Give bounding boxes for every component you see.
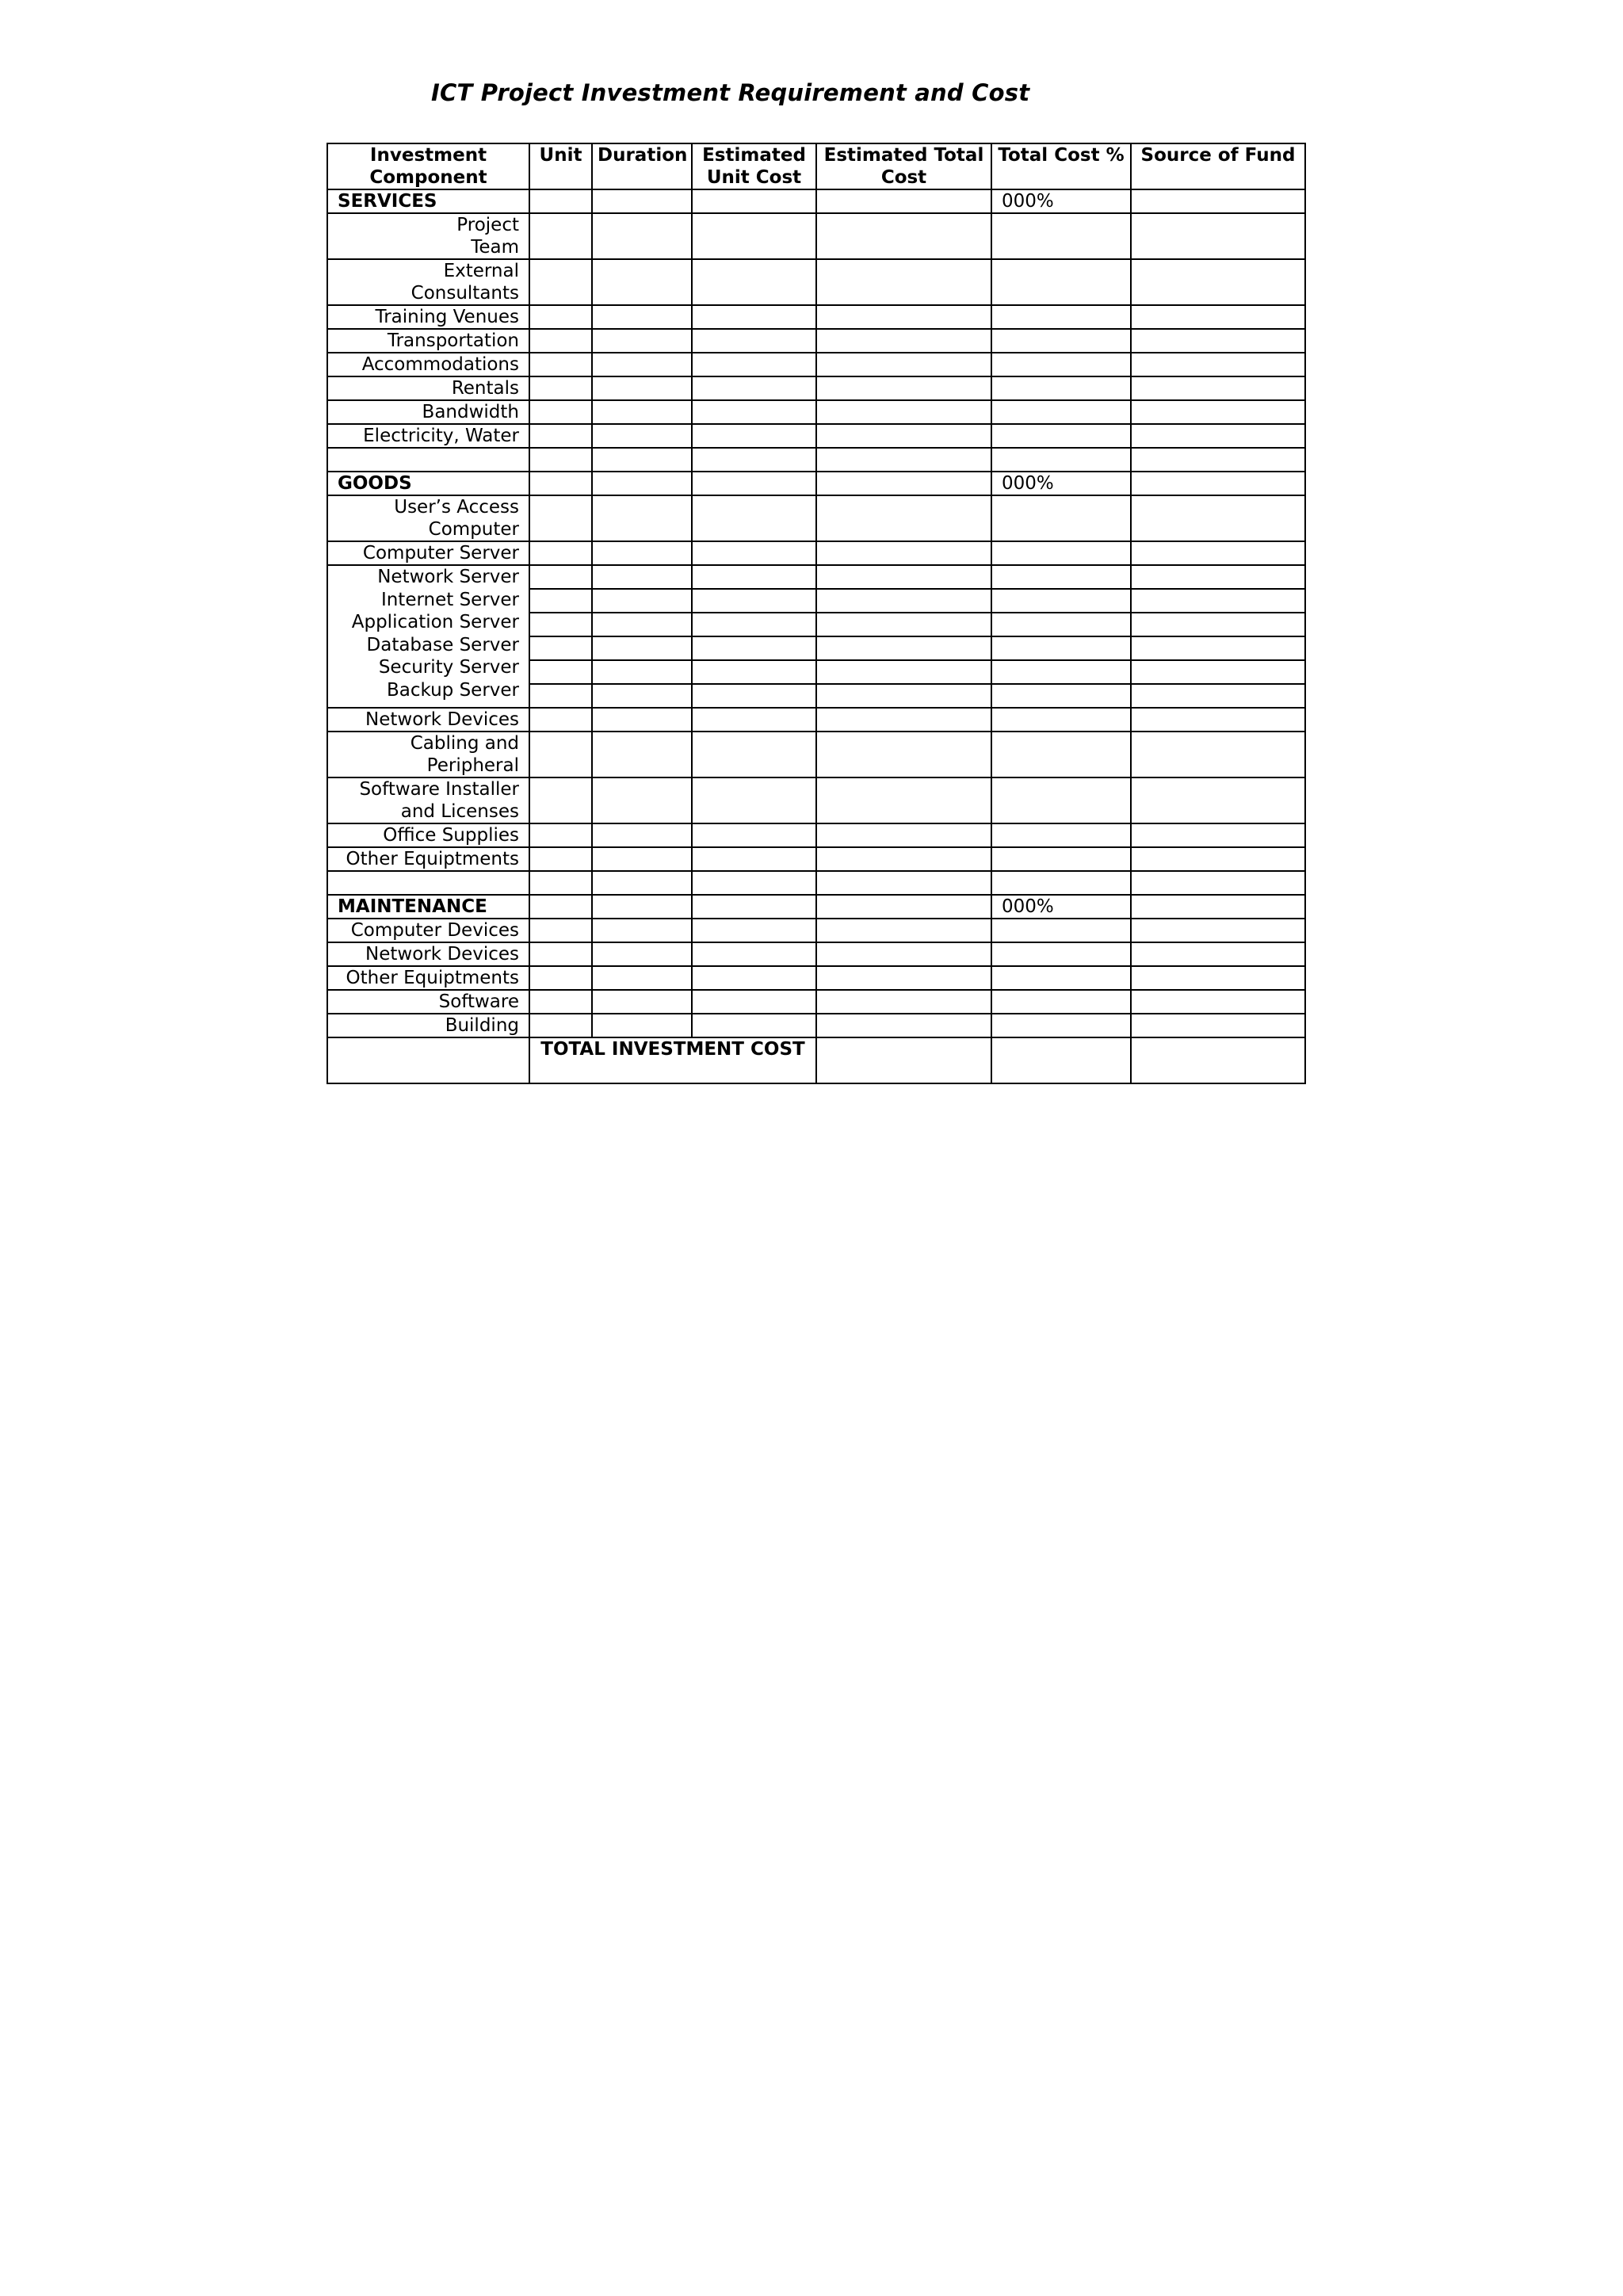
row-label: Network Server: [377, 567, 519, 587]
row-label: Other Equiptments: [327, 847, 529, 871]
server-list-cell: [327, 565, 529, 708]
row-label: Other Equiptments: [327, 966, 529, 990]
table-row: [327, 495, 1305, 541]
row-label: Software: [327, 990, 529, 1014]
table-row: [327, 732, 1305, 777]
table-row: [327, 541, 1305, 565]
row-label: User’s Access Computer: [327, 495, 529, 541]
header-duration: Duration: [592, 143, 692, 189]
total-row: [327, 1037, 1305, 1083]
row-label: Project Team: [327, 213, 529, 259]
table-row: [327, 400, 1305, 424]
table-row: [327, 1014, 1305, 1037]
header-source-of-fund: Source of Fund: [1131, 143, 1305, 189]
header-total-cost-percent: Total Cost %: [991, 143, 1131, 189]
investment-table: [327, 143, 1306, 1084]
table-row: [327, 213, 1305, 259]
header-investment-component: Investment Component: [327, 143, 529, 189]
row-label: External Consultants: [327, 259, 529, 305]
row-label: Cabling and Peripheral: [327, 732, 529, 777]
row-label: Rentals: [327, 376, 529, 400]
table-row: [327, 919, 1305, 942]
table-row: [327, 424, 1305, 448]
row-label: Building: [327, 1014, 529, 1037]
spacer-row: [327, 871, 1305, 895]
section-label: MAINTENANCE: [327, 895, 529, 919]
header-row: [327, 143, 1305, 189]
row-label: Computer Server: [327, 541, 529, 565]
row-label: Electricity, Water: [327, 424, 529, 448]
table-row: [327, 823, 1305, 847]
document-title: ICT Project Investment Requirement and Cost: [431, 79, 1030, 106]
row-label: Software Installer and Licenses: [327, 777, 529, 823]
row-label: Internet Server: [380, 589, 519, 610]
row-label: Database Server: [366, 634, 519, 655]
table-row: [327, 777, 1305, 823]
row-label: Backup Server: [386, 679, 519, 701]
table-row: [327, 990, 1305, 1014]
header-estimated-total-cost: Estimated Total Cost: [816, 143, 991, 189]
row-label: Security Server: [378, 657, 519, 678]
total-investment-cost-label: TOTAL INVESTMENT COST: [529, 1037, 816, 1083]
table-row: [327, 966, 1305, 990]
section-percent: 000%: [991, 189, 1131, 213]
section-percent: 000%: [991, 895, 1131, 919]
table-row: [327, 353, 1305, 376]
row-label: Bandwidth: [327, 400, 529, 424]
table-row: [327, 305, 1305, 329]
row-label: Computer Devices: [327, 919, 529, 942]
table-row: [327, 259, 1305, 305]
table-row: [327, 708, 1305, 732]
section-row-maintenance: [327, 895, 1305, 919]
header-estimated-unit-cost: Estimated Unit Cost: [692, 143, 816, 189]
section-row-services: [327, 189, 1305, 213]
spacer-row: [327, 448, 1305, 472]
table-row: [327, 847, 1305, 871]
table-row: [327, 329, 1305, 353]
row-label: Application Server: [351, 612, 519, 633]
row-label: Office Supplies: [327, 823, 529, 847]
row-label: Accommodations: [327, 353, 529, 376]
section-label: GOODS: [327, 472, 529, 495]
section-label: SERVICES: [327, 189, 529, 213]
header-unit: Unit: [529, 143, 592, 189]
table-row: [327, 376, 1305, 400]
row-label: Network Devices: [327, 708, 529, 732]
table-row: [327, 565, 1305, 589]
row-label: Transportation: [327, 329, 529, 353]
table-row: [327, 942, 1305, 966]
row-label: Training Venues: [327, 305, 529, 329]
section-percent: 000%: [991, 472, 1131, 495]
row-label: Network Devices: [327, 942, 529, 966]
section-row-goods: [327, 472, 1305, 495]
